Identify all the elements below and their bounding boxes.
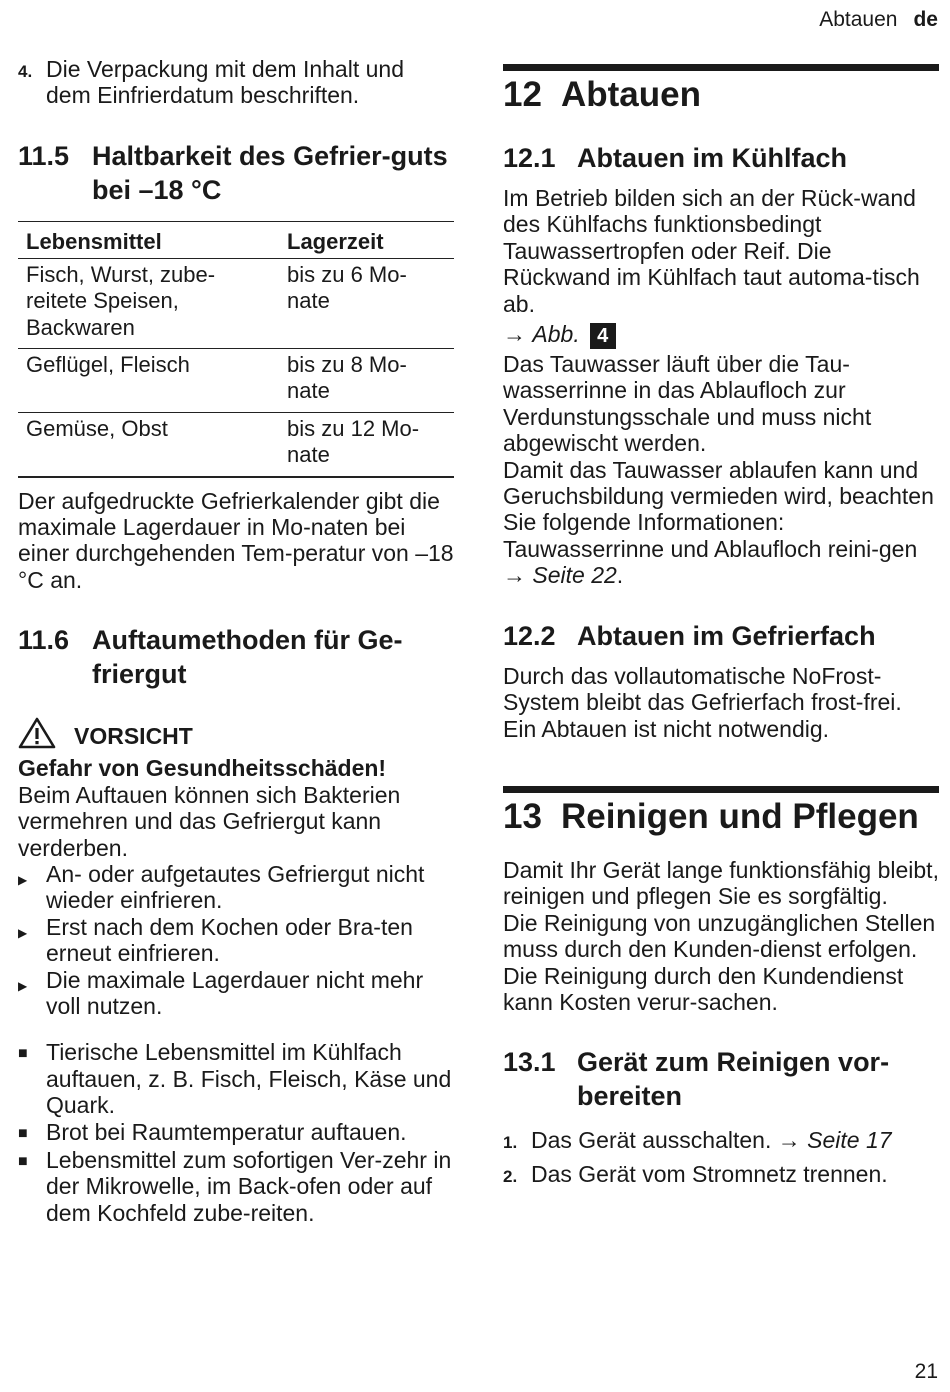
step-number: 2. — [503, 1166, 518, 1186]
chapter-number: 13 — [503, 796, 542, 836]
list-item-text: Lebensmittel zum sofortigen Ver-zehr in der Mikrowelle, im Back-ofen oder auf dem Kochfeld zube-reiten. — [46, 1146, 452, 1226]
caution-text: Beim Auftauen können sich Bakterien vermehren und das Gefriergut kann verderben. — [18, 781, 401, 861]
paragraph: Das Tauwasser läuft über die Tau-wasserrinne in das Ablaufloch zur Verdunstungsschale und muss nicht abgewischt werden. — [503, 351, 872, 457]
figure-reference-label: Abb. — [532, 321, 580, 348]
chapter-number: 12 — [503, 75, 542, 114]
caution-heading: Gefahr von Gesundheitsschäden! — [18, 755, 387, 782]
section-title: Abtauen im Kühlfach — [577, 143, 848, 173]
section-number: 12.2 — [503, 620, 556, 651]
table-cell: Geflügel, Fleisch — [18, 349, 279, 413]
table-cell: bis zu 12 Mo-nate — [279, 412, 454, 476]
caution-action-list — [18, 861, 454, 1019]
square-bullet-icon: ■ — [18, 1152, 28, 1170]
section-heading-11-6 — [18, 623, 454, 691]
step-text-content: Das Gerät ausschalten. — [531, 1127, 772, 1154]
list-item — [18, 861, 454, 914]
list-item — [18, 1119, 454, 1147]
paragraph — [503, 457, 939, 589]
column-header: Lebensmittel — [18, 221, 279, 258]
table-cell: bis zu 8 Mo-nate — [279, 349, 454, 413]
arrow-right-icon: → — [777, 1127, 801, 1154]
paragraph: Im Betrieb bilden sich an der Rück-wand des Kühlfachs funktionsbedingt Tauwassertropfen oder Reif. Die Rückwand im Kühlfach taut automa-tisch ab. — [503, 185, 920, 317]
section-number: 11.5 — [18, 140, 70, 171]
right-column — [503, 64, 939, 1190]
arrow-right-icon: → — [503, 562, 526, 589]
caution-box — [18, 717, 454, 1019]
step-text: Die Verpackung mit dem Inhalt und dem Einfrierdatum beschriften. — [46, 56, 404, 109]
table-row — [18, 349, 454, 413]
chapter-title: Reinigen und Pflegen — [561, 796, 919, 836]
page-cross-reference[interactable]: Seite 17 — [807, 1127, 892, 1154]
list-item-text: An- oder aufgetautes Gefriergut nicht wieder einfrieren. — [46, 860, 425, 914]
caution-title — [18, 717, 454, 755]
triangle-bullet-icon: ▶ — [18, 978, 28, 993]
caution-label: VORSICHT — [74, 722, 193, 749]
thawing-methods-list — [18, 1039, 454, 1226]
section-heading-13-1 — [503, 1045, 939, 1113]
step-item — [503, 1161, 939, 1190]
section-heading-12-2 — [503, 619, 939, 653]
section-heading-11-5 — [18, 139, 454, 207]
chapter-heading-13 — [503, 786, 939, 837]
freezer-calendar-paragraph: Der aufgedruckte Gefrierkalender gibt die maximale Lagerdauer in Mo-naten bei einer durchgehenden Tem-peratur von –18 °C an. — [18, 487, 454, 593]
square-bullet-icon: ■ — [18, 1124, 28, 1142]
running-header — [819, 8, 938, 32]
table-cell: Fisch, Wurst, zube-reitete Speisen, Backwaren — [26, 261, 216, 340]
section-heading-12-1 — [503, 141, 939, 175]
figure-number-badge: 4 — [590, 323, 616, 349]
list-item — [18, 914, 454, 967]
chapter-title: Abtauen — [561, 75, 701, 114]
table-row — [18, 412, 454, 476]
step-number: 1. — [503, 1133, 518, 1153]
step-item — [18, 56, 454, 109]
step-text: Das Gerät vom Stromnetz trennen. — [531, 1160, 888, 1187]
storage-time-table — [18, 221, 454, 478]
section-number: 12.1 — [503, 143, 556, 173]
table-cell: bis zu 6 Mo-nate — [287, 261, 407, 314]
list-item-text: Erst nach dem Kochen oder Bra-ten erneut einfrieren. — [46, 913, 413, 967]
header-section: Abtauen — [819, 8, 898, 31]
triangle-bullet-icon: ▶ — [18, 925, 28, 940]
warning-triangle-icon — [18, 717, 74, 755]
figure-reference — [503, 321, 939, 349]
paragraph-end: . — [616, 562, 624, 589]
section-title: Haltbarkeit des Gefrier-guts bei –18 °C — [92, 140, 448, 205]
page-cross-reference[interactable]: Seite 22 — [532, 562, 617, 589]
list-item — [18, 967, 454, 1020]
page-number: 21 — [914, 1360, 938, 1383]
triangle-bullet-icon: ▶ — [18, 872, 28, 887]
list-item — [18, 1039, 454, 1118]
step-number: 4. — [18, 62, 33, 81]
list-item-text: Die maximale Lagerdauer nicht mehr voll nutzen. — [46, 966, 424, 1019]
section-title: Auftaumethoden für Ge-friergut — [92, 625, 403, 690]
table-cell: Gemüse, Obst — [18, 412, 279, 476]
square-bullet-icon: ■ — [18, 1045, 28, 1063]
column-header: Lagerzeit — [279, 221, 454, 258]
paragraph: Die Reinigung von unzugänglichen Stellen muss durch den Kunden-dienst erfolgen. Die Reinigung durch den Kundendienst kann Kosten verur-sachen. — [503, 909, 936, 1015]
table-row — [18, 258, 454, 348]
paragraph-text: Damit das Tauwasser ablaufen kann und Geruchsbildung vermieden wird, beachten Sie folgende Informationen: Tauwasserrinne und Ablaufloch reini-gen — [503, 456, 934, 562]
section-number: 11.6 — [18, 625, 70, 656]
left-column — [18, 56, 454, 1226]
section-title: Gerät zum Reinigen vor-bereiten — [577, 1047, 890, 1112]
arrow-right-icon: → — [503, 321, 526, 348]
section-title: Abtauen im Gefrierfach — [577, 620, 876, 651]
step-list-continued — [18, 56, 454, 109]
list-item — [18, 1147, 454, 1226]
preparation-steps — [503, 1127, 939, 1190]
paragraph: Damit Ihr Gerät lange funktionsfähig bleibt, reinigen und pflegen Sie es sorgfältig. — [503, 856, 939, 910]
table-header-row — [18, 221, 454, 258]
list-item-text: Brot bei Raumtemperatur auftauen. — [46, 1118, 407, 1145]
chapter-heading-12 — [503, 64, 939, 115]
paragraph: Durch das vollautomatische NoFrost-System bleibt das Gefrierfach frost-frei. Ein Abtauen ist nicht notwendig. — [503, 662, 902, 742]
header-language: de — [913, 8, 938, 31]
step-text — [531, 1127, 892, 1156]
list-item-text: Tierische Lebensmittel im Kühlfach auftauen, z. B. Fisch, Fleisch, Käse und Quark. — [46, 1039, 452, 1119]
step-item — [503, 1127, 939, 1156]
section-number: 13.1 — [503, 1047, 556, 1078]
